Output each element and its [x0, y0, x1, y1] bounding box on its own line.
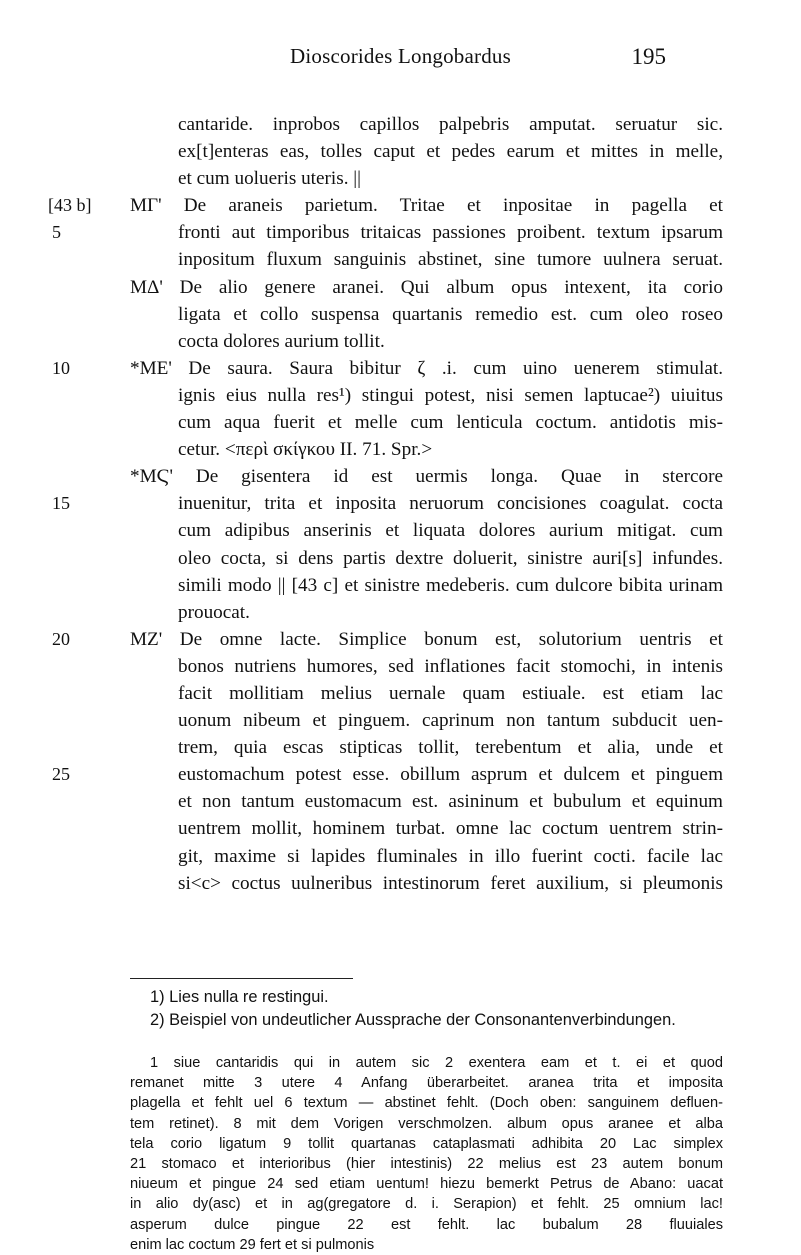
line-text: *MϚ' De gisentera id est uermis longa. Quae in stercore	[130, 466, 723, 488]
text-line	[0, 572, 801, 599]
page-header	[0, 44, 801, 74]
apparatus-line	[0, 1174, 801, 1194]
text-line	[0, 355, 801, 382]
text-line	[0, 761, 801, 788]
text-line	[0, 788, 801, 815]
apparatus-text: asperum dulce pingue 22 est fehlt. lac bubalum 28 fluuiales	[130, 1216, 723, 1233]
line-text: simili modo || [43 c] et sinistre medeberis. cum dulcore bibita urinam	[178, 574, 723, 596]
text-line	[0, 436, 801, 463]
text-line	[0, 815, 801, 842]
text-line	[0, 680, 801, 707]
line-text: uentrem mollit, hominem turbat. omne lac coctum uentrem strin-	[178, 818, 723, 840]
line-text: cum adipibus anserinis et liquata dolores aurium mitigat. cum	[178, 520, 723, 542]
text-line	[0, 653, 801, 680]
apparatus-text: plagella et fehlt uel 6 textum — abstinet fehlt. (Doch oben: sanguinem defluen-	[130, 1095, 723, 1112]
line-text: *ME' De saura. Saura bibitur ζ .i. cum uino uenerem stimulat.	[130, 357, 723, 379]
text-line	[0, 490, 801, 517]
text-line	[0, 463, 801, 490]
apparatus-line	[0, 1215, 801, 1235]
line-text: oleo cocta, si dens partis dextre doluerit, sinistre auri[s] infundes.	[178, 547, 723, 569]
footnote-divider	[130, 978, 353, 979]
footnote-text: 2) Beispiel von undeutlicher Aussprache der Consonantenverbindungen.	[150, 1011, 676, 1029]
line-text: trem, quia escas stipticas tollit, terebentum et alia, unde et	[178, 737, 723, 759]
line-text: git, maxime si lapides fluminales in illo fuerint cocti. facile lac	[178, 845, 723, 867]
text-line	[0, 246, 801, 273]
text-line	[0, 192, 801, 219]
apparatus-line	[0, 1194, 801, 1214]
line-text: bonos nutriens humores, sed inflationes facit stomochi, in intenis	[178, 655, 723, 677]
apparatus-line	[0, 1053, 801, 1073]
text-line	[0, 626, 801, 653]
apparatus-line	[0, 1235, 801, 1255]
line-text: cantaride. inprobos capillos palpebris amputat. seruatur sic.	[178, 114, 723, 135]
apparatus-line	[0, 1114, 801, 1134]
line-text: MΔ' De alio genere aranei. Qui album opus intexent, ita corio	[130, 276, 723, 298]
text-line	[0, 409, 801, 436]
line-text: cocta dolores aurium tollit.	[178, 330, 385, 352]
text-line	[0, 870, 801, 897]
text-line	[0, 138, 801, 165]
text-line	[0, 599, 801, 626]
apparatus-line	[0, 1093, 801, 1113]
line-text: et cum uolueris uteris. ||	[178, 168, 361, 190]
text-line	[0, 301, 801, 328]
line-text: cetur. <περὶ σκίγκου II. 71. Spr.>	[178, 439, 433, 461]
line-text: cum aqua fuerit et melle cum lenticula coctum. antidotis mis-	[178, 412, 723, 434]
apparatus-text: 21 stomaco et interioribus (hier intestinis) 22 melius est 23 autem bonum	[130, 1155, 723, 1172]
line-text: MΓ' De araneis parietum. Tritae et inpositae in pagella et	[130, 195, 723, 217]
text-line	[0, 843, 801, 870]
apparatus-text: remanet mitte 3 utere 4 Anfang überarbeitet. aranea trita et imposita	[130, 1075, 723, 1092]
line-text: inuenitur, trita et inposita neruorum concisiones coagulat. cocta	[178, 493, 723, 515]
apparatus-text: enim lac coctum 29 fert et si pulmonis	[130, 1236, 375, 1253]
line-text: ignis eius nulla res¹) stingui potest, nisi semen laptucae²) uiuitus	[178, 384, 723, 406]
footnote-text: 1) Lies nulla re restingui.	[150, 988, 329, 1006]
line-text: si<c> coctus uulneribus intestinorum feret auxilium, si pleumonis	[178, 872, 723, 894]
line-text: ligata et collo suspensa quartanis remedio est. cum oleo roseo	[178, 303, 723, 325]
line-text: fronti aut timporibus tritaicas passiones proibent. textum ipsarum	[178, 222, 723, 244]
text-line	[0, 517, 801, 544]
line-text: eustomachum potest esse. obillum asprum et dulcem et pinguem	[178, 764, 723, 786]
page-number: 195	[631, 44, 666, 69]
line-text: MZ' De omne lacte. Simplice bonum est, solutorium uentris et	[130, 628, 723, 650]
line-number: 5	[52, 222, 61, 243]
footnote	[0, 986, 801, 1009]
text-line	[0, 545, 801, 572]
apparatus-text: tela corio ligatum 9 tollit quartanas cataplasmati adhibita 20 Lac simplex	[130, 1135, 723, 1152]
apparatus-line	[0, 1073, 801, 1093]
apparatus-text: niueum et pingue 24 sed etiam uentum! hiezu bemerkt Petrus de Abano: uacat	[130, 1176, 723, 1193]
apparatus-text: 1 siue cantaridis qui in autem sic 2 exentera eam et t. ei et quod	[150, 1055, 723, 1071]
running-title: Dioscorides Longobardus	[290, 44, 511, 68]
apparatus-line	[0, 1134, 801, 1154]
text-line	[0, 111, 801, 138]
text-line	[0, 734, 801, 761]
text-line	[0, 707, 801, 734]
critical-apparatus	[0, 1053, 801, 1255]
line-text: uonum nibeum et pinguem. caprinum non tantum subducit uen-	[178, 710, 723, 732]
apparatus-text: in alio dy(asc) et in ag(gregatore d. i. Serapion) et fehlt. 25 omnium lac!	[130, 1196, 723, 1213]
folio-reference: [43 b]	[48, 195, 92, 216]
line-text: facit mollitiam melius uernale quam estiuale. est etiam lac	[178, 682, 723, 704]
apparatus-line	[0, 1154, 801, 1174]
line-number: 10	[52, 357, 70, 378]
footnote	[0, 1009, 801, 1032]
line-text: inpositum fluxum sanguinis abstinet, sine tumore uulnera seruat.	[178, 249, 723, 271]
line-number: 15	[52, 493, 70, 514]
text-line	[0, 219, 801, 246]
line-text: et non tantum eustomacum est. asininum et bubulum et equinum	[178, 791, 723, 813]
main-text	[0, 111, 801, 897]
text-line	[0, 382, 801, 409]
text-line	[0, 328, 801, 355]
text-line	[0, 165, 801, 192]
footnotes	[0, 986, 801, 1032]
line-number: 25	[52, 764, 70, 785]
text-line	[0, 274, 801, 301]
line-text: prouocat.	[178, 601, 250, 623]
line-text: ex[t]enteras eas, tolles caput et pedes earum et mittes in melle,	[178, 141, 723, 163]
line-number: 20	[52, 628, 70, 649]
apparatus-text: tem retinet). 8 mit dem Vorigen verschmolzen. album opus aranee et alba	[130, 1115, 723, 1132]
